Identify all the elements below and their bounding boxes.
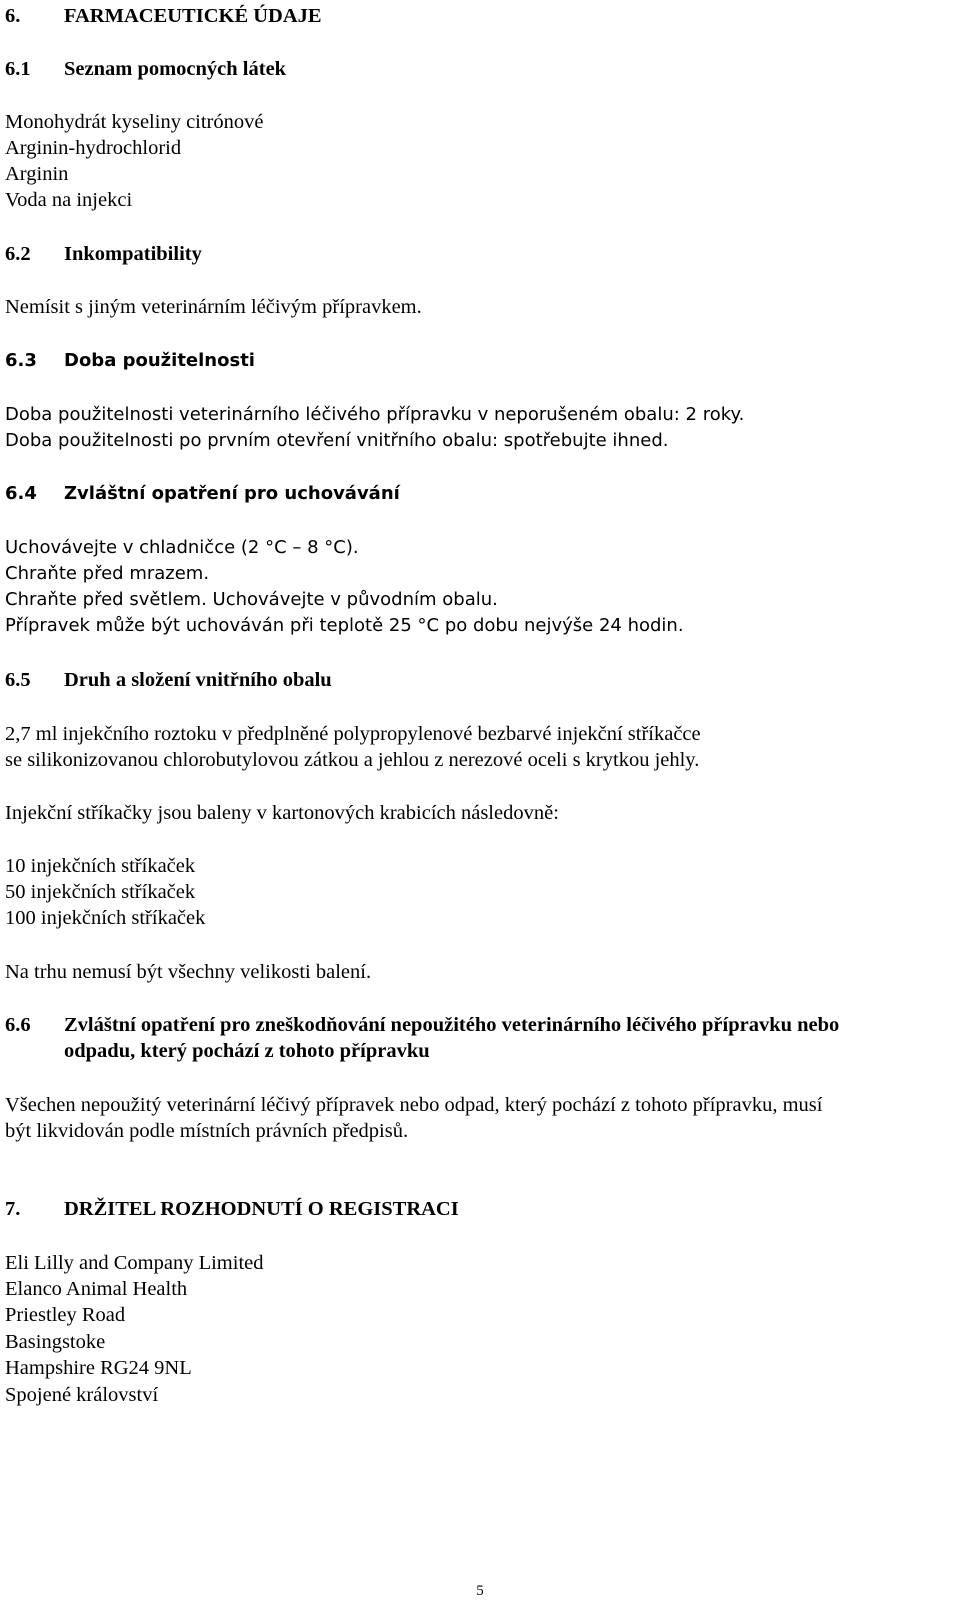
excipient-item: Voda na injekci [5, 189, 133, 211]
subsection-title: Zvláštní opatření pro uchovávání [64, 483, 400, 504]
shelf-life-line: Doba použitelnosti veterinárního léčivého přípravku v neporušeném obalu: 2 roky. [5, 404, 745, 425]
section-title: DRŽITEL ROZHODNUTÍ O REGISTRACI [64, 1198, 459, 1220]
page-number: 5 [476, 1583, 484, 1599]
pack-size-item: 100 injekčních stříkaček [5, 907, 206, 929]
disposal-line: Všechen nepoužitý veterinární léčivý přípravek nebo odpad, který pochází z tohoto přípravku, musí [5, 1094, 823, 1116]
subsection-6-5-heading [5, 667, 332, 693]
subsection-title: Zvláštní opatření pro zneškodňování nepoužitého veterinárního léčivého přípravku nebo [64, 1014, 840, 1036]
section-number: 7. [5, 1198, 21, 1220]
subsection-title: Druh a složení vnitřního obalu [64, 669, 332, 691]
storage-line: Chraňte před mrazem. [5, 563, 210, 584]
subsection-number: 6.4 [5, 483, 37, 504]
subsection-title: Seznam pomocných látek [64, 58, 287, 80]
pack-size-item: 10 injekčních stříkaček [5, 855, 196, 877]
address-line: Priestley Road [5, 1304, 126, 1326]
packaging-intro: Injekční stříkačky jsou baleny v kartonových krabicích následovně: [5, 802, 559, 824]
subsection-6-3-heading [5, 348, 255, 374]
container-description-line: se silikonizovanou chlorobutylovou zátkou a jehlou z nerezové oceli s krytkou jehly. [5, 749, 700, 771]
subsection-6-2-heading [5, 241, 202, 267]
subsection-number: 6.1 [5, 58, 31, 80]
subsection-number: 6.6 [5, 1014, 31, 1036]
subsection-number: 6.3 [5, 350, 37, 371]
subsection-title-continued: odpadu, který pochází z tohoto přípravku [64, 1040, 430, 1062]
disposal-line: být likvidován podle místních právních předpisů. [5, 1120, 409, 1142]
subsection-title: Inkompatibility [64, 243, 202, 265]
section-number: 6. [5, 5, 21, 27]
subsection-number: 6.2 [5, 243, 31, 265]
subsection-number: 6.5 [5, 669, 31, 691]
shelf-life-line: Doba použitelnosti po prvním otevření vnitřního obalu: spotřebujte ihned. [5, 430, 669, 451]
address-line: Spojené království [5, 1384, 159, 1406]
subsection-6-1-heading [5, 56, 286, 82]
address-line: Eli Lilly and Company Limited [5, 1252, 264, 1274]
subsection-title: Doba použitelnosti [64, 350, 255, 371]
section-6-heading [5, 3, 322, 29]
address-line: Elanco Animal Health [5, 1278, 188, 1300]
pack-size-item: 50 injekčních stříkaček [5, 881, 196, 903]
incompatibility-text: Nemísit s jiným veterinárním léčivým přípravkem. [5, 296, 422, 318]
storage-line: Uchovávejte v chladničce (2 °C – 8 °C). [5, 537, 359, 558]
excipient-item: Monohydrát kyseliny citrónové [5, 111, 264, 133]
pack-size-note: Na trhu nemusí být všechny velikosti balení. [5, 961, 372, 983]
section-title: FARMACEUTICKÉ ÚDAJE [64, 5, 322, 27]
container-description-line: 2,7 ml injekčního roztoku v předplněné polypropylenové bezbarvé injekční stříkačce [5, 723, 701, 745]
address-line: Hampshire RG24 9NL [5, 1357, 192, 1379]
subsection-6-6-heading [5, 1012, 839, 1038]
section-7-heading [5, 1196, 459, 1222]
excipient-item: Arginin [5, 163, 69, 185]
excipient-item: Arginin-hydrochlorid [5, 137, 182, 159]
address-line: Basingstoke [5, 1331, 106, 1353]
storage-line: Chraňte před světlem. Uchovávejte v původním obalu. [5, 589, 498, 610]
storage-line: Přípravek může být uchováván při teplotě 25 °C po dobu nejvýše 24 hodin. [5, 615, 684, 636]
subsection-6-4-heading [5, 481, 400, 507]
